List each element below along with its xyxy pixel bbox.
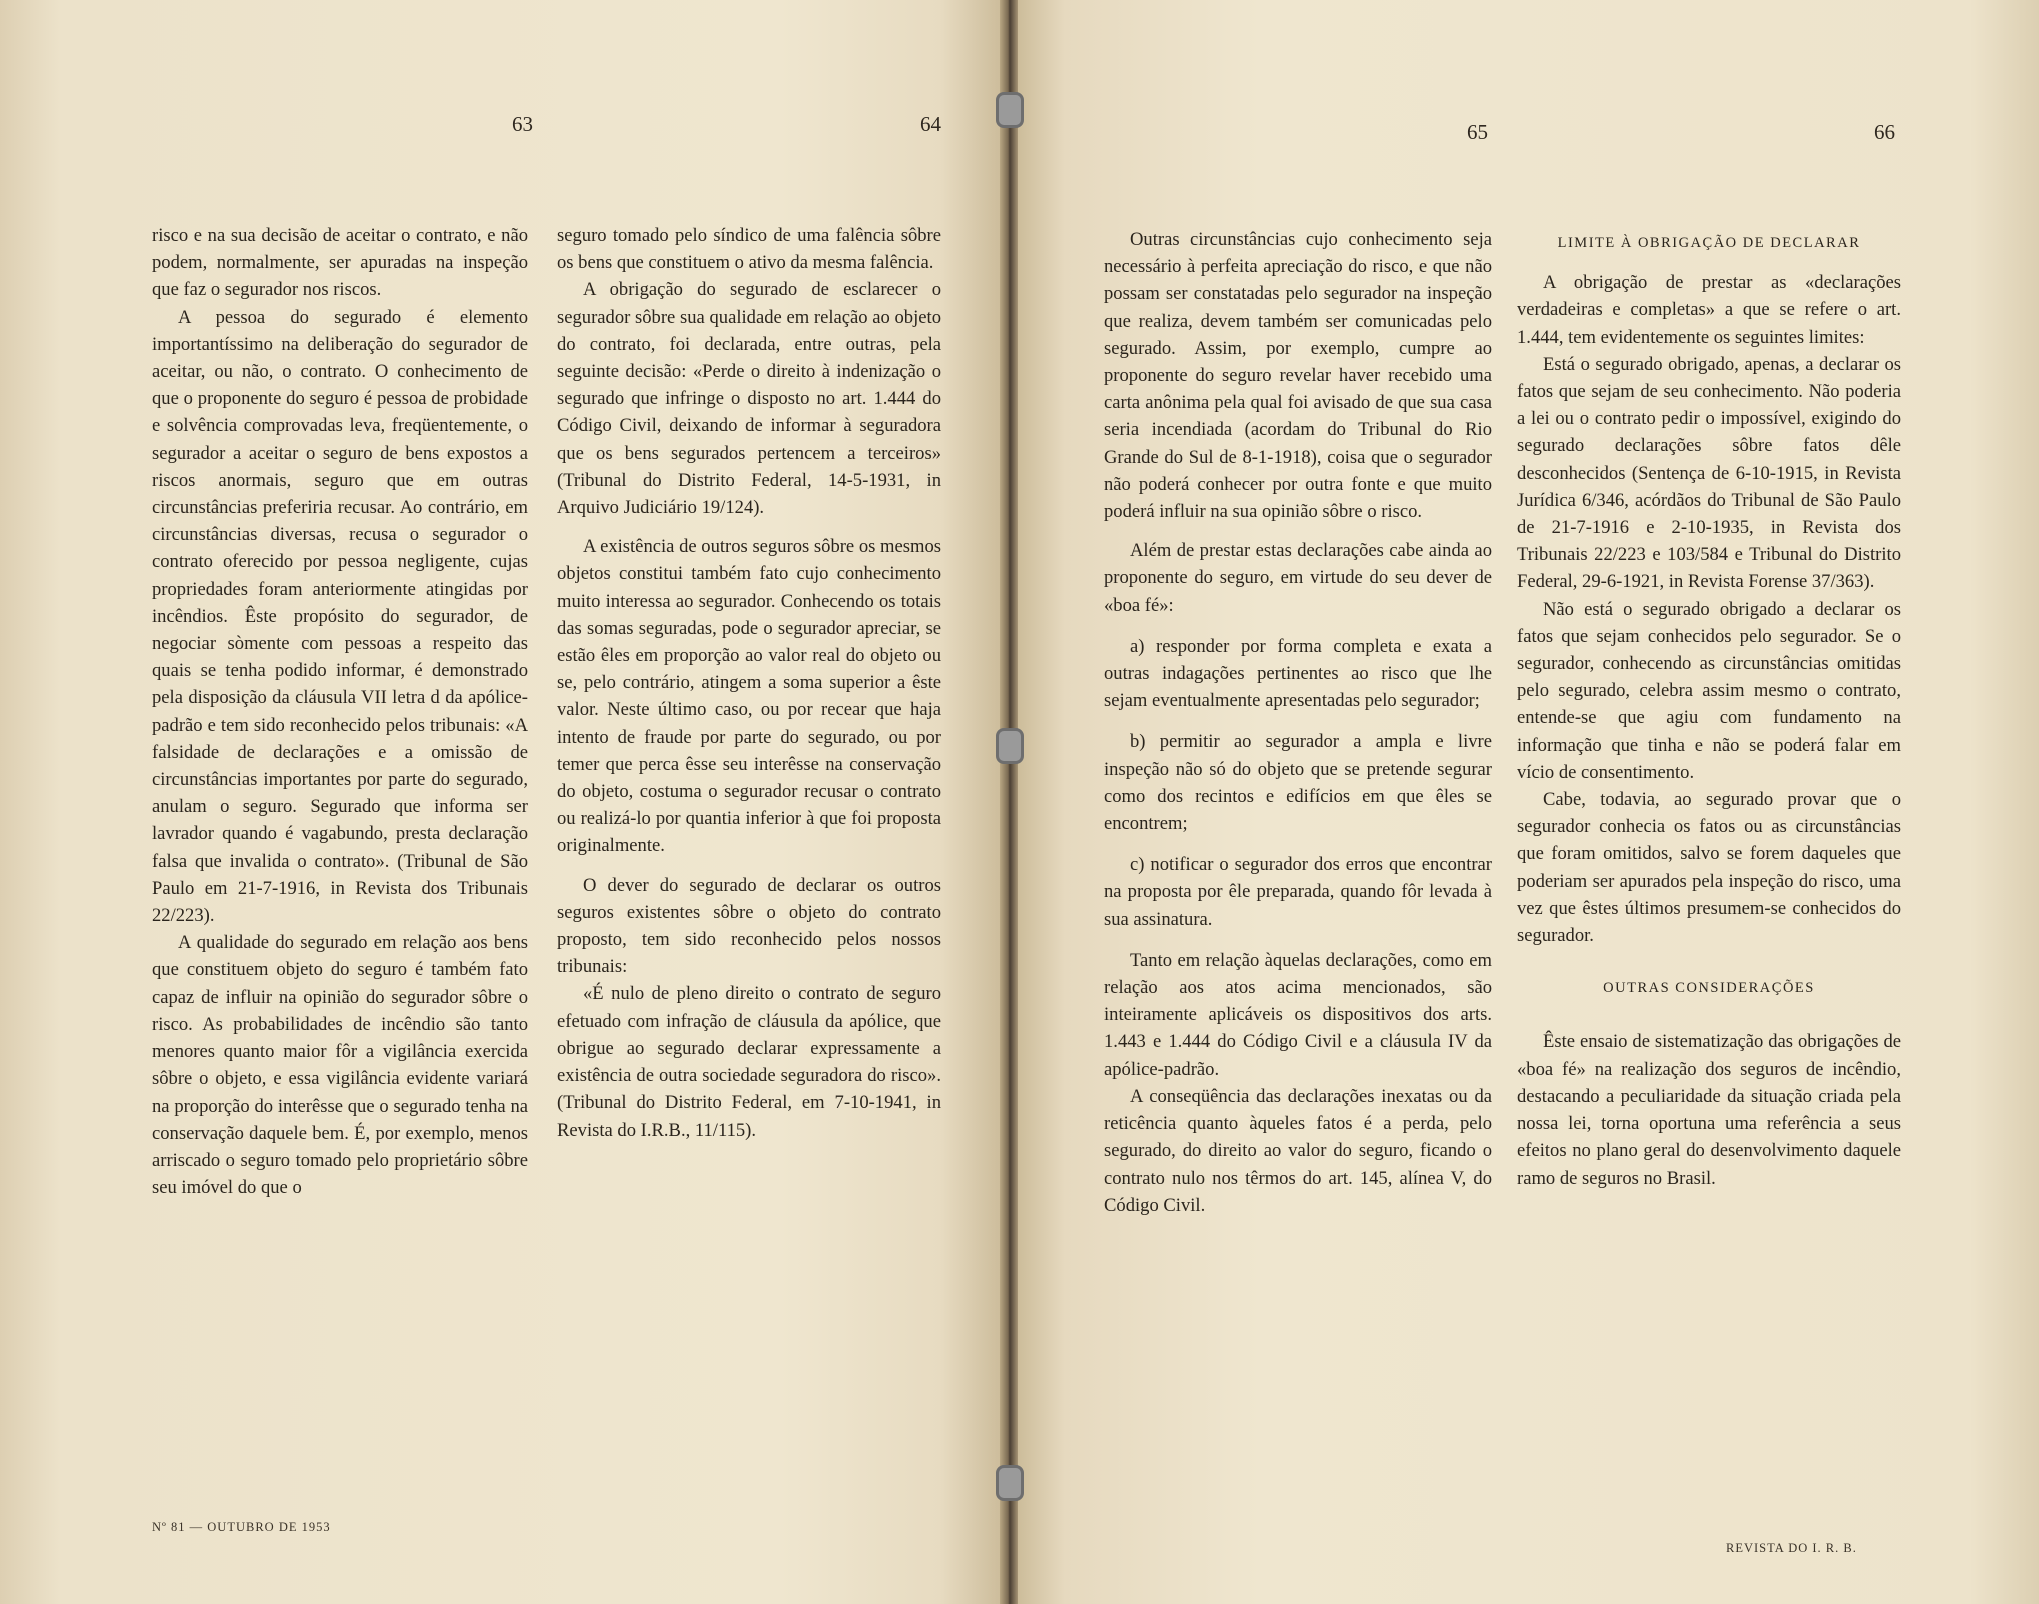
column-page-63 xyxy=(152,222,528,1201)
book-gutter xyxy=(1000,0,1018,1604)
paragraph: A existência de outros seguros sôbre os mesmos objetos constitui também fato cujo conhecimento muito interessa ao segurador. Conhecendo os totais das somas seguradas, pode o segurador apreciar, se estão êles em proporção ao valor real do objeto ou se, pelo contrário, atingem a soma superior a êste valor. Neste último caso, ou por recear que haja intento de fraude por parte do segurado, ou por temer que perca êsse seu interêsse na conservação do objeto, costuma o segurador recusar o contrato ou realizá-lo por quantia inferior à que foi proposta originalmente. xyxy=(557,536,941,857)
paragraph: Tanto em relação àquelas declarações, como em relação aos atos acima mencionados, são inteiramente aplicáveis os dispositivos dos arts. 1.443 e 1.444 do Código Civil e a cláusula IV da apólice-padrão. xyxy=(1104,949,1492,1080)
page-number-63: 63 xyxy=(512,112,533,136)
page-number-66: 66 xyxy=(1874,120,1895,144)
paragraph: Cabe, todavia, ao segurado provar que o segurador conhecia os fatos ou as circunstâncias que foram omitidos, salvo se forem daqueles que poderiam ser apurados pela inspeção do risco, uma vez que êstes últimos presumem-se conhecidos do segurador. xyxy=(1517,789,1901,947)
column-page-66 xyxy=(1517,230,1901,1192)
column-page-65 xyxy=(1104,226,1492,1219)
staple-middle xyxy=(996,728,1024,764)
paragraph: risco e na sua decisão de aceitar o contrato, e não podem, normalmente, ser apuradas na inspeção que faz o segurador nos riscos. xyxy=(152,225,528,301)
paragraph: Não está o segurado obrigado a declarar os fatos que sejam conhecidos pelo segurador. Se o segurador, conhecendo as circunstâncias omitidas pelo segurado, celebra assim mesmo o contrato, entende-se que agiu com fundamento na informação que tinha e não se poderá falar em vício de consentimento. xyxy=(1517,598,1901,783)
staple-top xyxy=(996,92,1024,128)
list-item-b: b) permitir ao segurador a ampla e livre inspeção não só do objeto que se pretende segurar como dos recintos e edifícios em que êles se encontrem; xyxy=(1104,731,1492,835)
paragraph: Além de prestar estas declarações cabe ainda ao proponente do seguro, em virtude do seu dever de «boa fé»: xyxy=(1104,540,1492,616)
paragraph: A obrigação de prestar as «declarações verdadeiras e completas» a que se refere o art. 1.444, tem evidentemente os seguintes limites: xyxy=(1517,272,1901,348)
paragraph: «É nulo de pleno direito o contrato de seguro efetuado com infração de cláusula da apólice, que obrigue ao segurado declarar expressamente a existência de outra sociedade seguradora do risco». (Tribunal do Distrito Federal, em 7-10-1941, in Revista do I.R.B., 11/115). xyxy=(557,983,941,1141)
list-item-a: a) responder por forma completa e exata a outras indagações pertinentes ao risco que lhe sejam eventualmente apresentadas pelo segurador; xyxy=(1104,635,1492,712)
paragraph: A pessoa do segurado é elemento importantíssimo na deliberação do segurador de aceitar, ou não, o contrato. O conhecimento de que o proponente do seguro é pessoa de probidade e solvência comprovadas leva, freqüentemente, o segurador a aceitar o seguro de bens expostos a riscos anormais, seguro que em outras circunstâncias preferiria recusar. Ao contrário, em circunstâncias diversas, recusa o segurador o contrato oferecido por pessoa negligente, cujas propriedades foram anteriormente atingidas por incêndios. Êste propósito do segurador, de negociar sòmente com pessoas a respeito das quais se tenha podido informar, é demonstrado pela disposição da cláusula VII letra d da apólice-padrão e tem sido reconhecido pelos tribunais: «A falsidade de declarações e a omissão de circunstâncias importantes por parte do segurado, anulam o seguro. Segurado que informa ser lavrador quando é vagabundo, presta declaração falsa que invalida o contrato». (Tribunal de São Paulo em 21-7-1916, in Revista dos Tribunais 22/223). xyxy=(152,306,528,927)
footer-journal: REVISTA DO I. R. B. xyxy=(1726,1541,1857,1555)
paragraph: Está o segurado obrigado, apenas, a declarar os fatos que sejam de seu conhecimento. Não poderia a lei ou o contrato pedir o impossível, exigindo do segurado declarações sôbre fatos dêle desconhecidos (Sentença de 6-10-1915, in Revista Jurídica 6/346, acórdãos do Tribunal de São Paulo de 21-7-1916 e 2-10-1935, in Revista dos Tribunais 22/223 e 103/584 e Tribunal do Distrito Federal, 29-6-1921, in Revista Forense 37/363). xyxy=(1517,353,1901,593)
paragraph: A obrigação do segurado de esclarecer o segurador sôbre sua qualidade em relação ao objeto do contrato, foi declarada, entre outras, pela seguinte decisão: «Perde o direito à indenização o segurado que infringe o disposto no art. 1.444 do Código Civil, deixando de informar à seguradora que os bens segurados pertencem a terceiros» (Tribunal do Distrito Federal, 14-5-1931, in Arquivo Judiciário 19/124). xyxy=(557,279,941,519)
paragraph: seguro tomado pelo síndico de uma falência sôbre os bens que constituem o ativo da mesma falência. xyxy=(557,225,941,274)
paragraph: A conseqüência das declarações inexatas ou da reticência quanto àqueles fatos é a perda, pelo segurado, do direito ao valor do seguro, ficando o contrato nulo nos têrmos do art. 145, alínea V, do Código Civil. xyxy=(1104,1085,1492,1216)
paragraph: O dever do segurado de declarar os outros seguros existentes sôbre o objeto do contrato proposto, tem sido reconhecido pelos nossos tribunais: xyxy=(557,874,941,978)
staple-bottom xyxy=(996,1465,1024,1501)
footer-issue: Nº 81 — OUTUBRO DE 1953 xyxy=(152,1520,331,1534)
section-heading-limite: LIMITE À OBRIGAÇÃO DE DECLARAR xyxy=(1557,235,1861,251)
page-number-65: 65 xyxy=(1467,120,1488,144)
section-heading-outras: OUTRAS CONSIDERAÇÕES xyxy=(1603,980,1815,997)
paragraph: Outras circunstâncias cujo conhecimento seja necessário à perfeita apreciação do risco, e que não possam ser constatadas pelo segurador na inspeção que realiza, devem também ser comunicadas pelo segurado. Assim, por exemplo, cumpre ao proponente do seguro revelar haver recebido uma carta anônima pela qual foi avisado de que sua casa seria incendiada (acordam do Tribunal do Rio Grande do Sul de 8-1-1918), coisa que o segurador não poderá conhecer por outra fonte e que muito poderá influir na sua opinião sôbre o risco. xyxy=(1104,229,1492,523)
list-item-c: c) notificar o segurador dos erros que encontrar na proposta por êle preparada, quando fôr levada à sua assinatura. xyxy=(1104,854,1492,930)
page-number-64: 64 xyxy=(920,112,941,136)
column-page-64 xyxy=(557,222,941,1144)
paragraph: Êste ensaio de sistematização das obrigações de «boa fé» na realização dos seguros de incêndio, destacando a peculiaridade da situação criada pela nossa lei, torna oportuna uma referência a seus efeitos no plano geral do desenvolvimento daquele ramo de seguros no Brasil. xyxy=(1517,1031,1901,1189)
paragraph: A qualidade do segurado em relação aos bens que constituem objeto do seguro é também fato capaz de influir na opinião do segurador sôbre o risco. As probabilidades de incêndio são tanto menores quanto maior fôr a vigilância exercida sôbre o objeto, e essa vigilância evidente variará na proporção do interêsse que o segurado tenha na conservação daquele bem. É, por exemplo, menos arriscado o seguro tomado pelo proprietário sôbre seu imóvel do que o xyxy=(152,932,528,1199)
